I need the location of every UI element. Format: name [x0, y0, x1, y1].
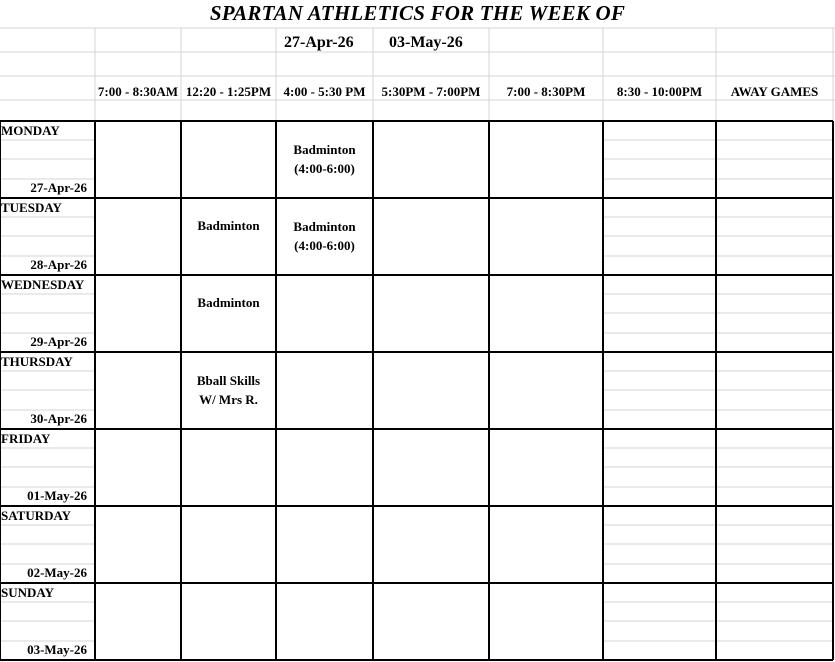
day-name: SUNDAY: [1, 585, 54, 600]
schedule-cell[interactable]: [603, 198, 716, 275]
schedule-cell[interactable]: [373, 583, 489, 660]
column-header: 5:30PM - 7:00PM: [381, 84, 481, 99]
schedule-cell[interactable]: [603, 352, 716, 429]
schedule-cell[interactable]: [276, 198, 373, 275]
schedule-cell[interactable]: [489, 429, 603, 506]
schedule-cell[interactable]: [603, 429, 716, 506]
schedule-cell[interactable]: [95, 352, 181, 429]
schedule-cell[interactable]: [276, 429, 373, 506]
schedule-cell[interactable]: [716, 352, 833, 429]
day-name: TUESDAY: [1, 200, 62, 215]
schedule-cell[interactable]: [95, 429, 181, 506]
schedule-cell[interactable]: [181, 275, 276, 352]
column-header: 8:30 - 10:00PM: [616, 84, 703, 99]
column-header: 7:00 - 8:30AM: [97, 84, 179, 99]
schedule-cell[interactable]: [276, 275, 373, 352]
schedule-cell[interactable]: [489, 506, 603, 583]
schedule-cell[interactable]: [181, 429, 276, 506]
schedule-cell[interactable]: [489, 275, 603, 352]
week-end-date: 03-May-26: [389, 34, 463, 51]
schedule-entry: Badminton: [197, 295, 260, 310]
schedule-cell[interactable]: [181, 583, 276, 660]
day-name: SATURDAY: [1, 508, 72, 523]
day-date: 30-Apr-26: [30, 411, 87, 426]
day-date: 28-Apr-26: [30, 257, 87, 272]
schedule-cell[interactable]: [603, 583, 716, 660]
schedule-cell[interactable]: [603, 506, 716, 583]
schedule-cell[interactable]: [373, 429, 489, 506]
schedule-cell[interactable]: [716, 429, 833, 506]
day-name: MONDAY: [1, 123, 60, 138]
schedule-entry: Badminton (4:00-6:00): [293, 142, 356, 176]
page-title: SPARTAN ATHLETICS FOR THE WEEK OF: [209, 1, 626, 25]
schedule-cell[interactable]: [95, 583, 181, 660]
day-name: THURSDAY: [1, 354, 73, 369]
schedule-cell[interactable]: [181, 506, 276, 583]
schedule-cell[interactable]: [603, 121, 716, 198]
schedule-cell[interactable]: [95, 198, 181, 275]
day-date: 02-May-26: [27, 565, 87, 580]
schedule-cell[interactable]: [373, 275, 489, 352]
column-header: 12:20 - 1:25PM: [185, 84, 272, 99]
schedule-cell[interactable]: [95, 121, 181, 198]
schedule-cell[interactable]: [603, 275, 716, 352]
schedule-cell[interactable]: [489, 352, 603, 429]
schedule-cell[interactable]: [489, 198, 603, 275]
day-date: 29-Apr-26: [30, 334, 87, 349]
schedule-cell[interactable]: [95, 506, 181, 583]
schedule-cell[interactable]: [95, 275, 181, 352]
column-header: 7:00 - 8:30PM: [506, 84, 586, 99]
schedule-cell[interactable]: [276, 121, 373, 198]
schedule-cell[interactable]: [489, 121, 603, 198]
day-name: FRIDAY: [1, 431, 51, 446]
column-header: 4:00 - 5:30 PM: [283, 84, 366, 99]
schedule-cell[interactable]: [181, 121, 276, 198]
schedule-cell[interactable]: [489, 583, 603, 660]
schedule-cell[interactable]: [373, 121, 489, 198]
schedule-cell[interactable]: [716, 506, 833, 583]
schedule-cell[interactable]: [373, 198, 489, 275]
day-date: 03-May-26: [27, 642, 87, 657]
schedule-cell[interactable]: [181, 352, 276, 429]
schedule-cell[interactable]: [276, 583, 373, 660]
schedule-cell[interactable]: [716, 275, 833, 352]
schedule-entry: Badminton: [197, 218, 260, 233]
week-start-date: 27-Apr-26: [284, 34, 354, 51]
schedule-entry: Bball Skills W/ Mrs R.: [196, 373, 261, 407]
schedule-cell[interactable]: [716, 198, 833, 275]
day-name: WEDNESDAY: [1, 277, 85, 292]
schedule-cell[interactable]: [373, 352, 489, 429]
schedule-cell[interactable]: [276, 506, 373, 583]
column-header: AWAY GAMES: [730, 84, 819, 99]
schedule-cell[interactable]: [276, 352, 373, 429]
day-date: 27-Apr-26: [30, 180, 87, 195]
schedule-cell[interactable]: [373, 506, 489, 583]
schedule-cell[interactable]: [716, 583, 833, 660]
day-date: 01-May-26: [27, 488, 87, 503]
schedule-cell[interactable]: [716, 121, 833, 198]
schedule-cell[interactable]: [181, 198, 276, 275]
schedule-entry: Badminton (4:00-6:00): [293, 219, 356, 253]
